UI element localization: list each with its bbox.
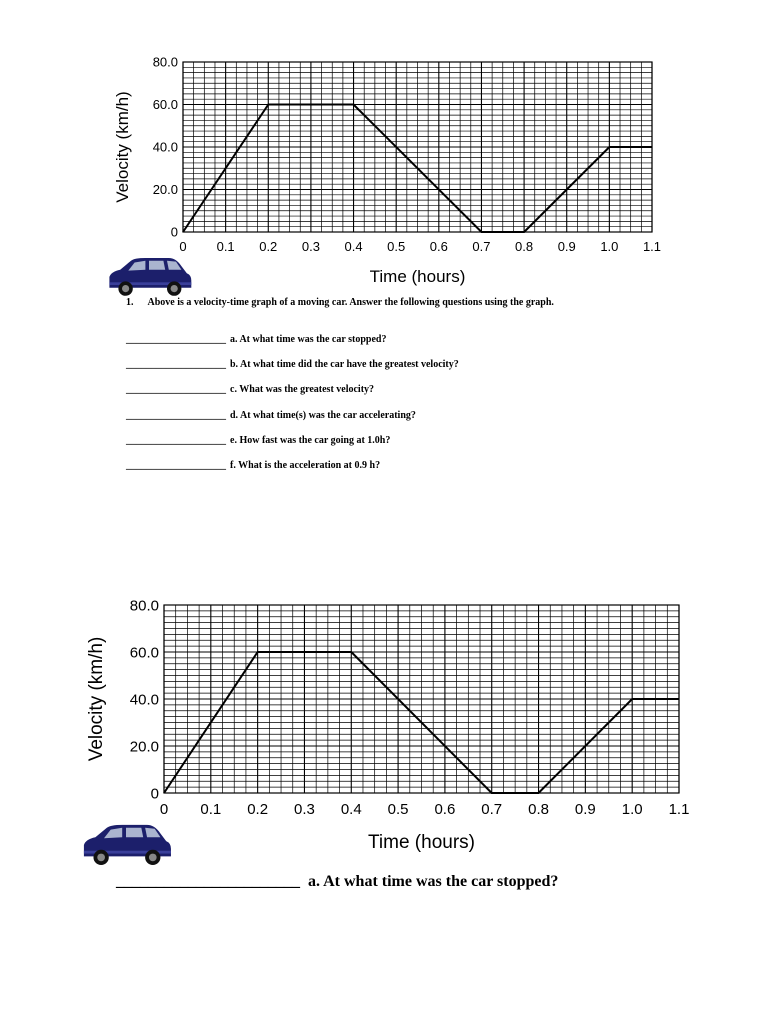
x-tick-label: 0.4 (340, 801, 362, 818)
question-text: a. At what time was the car stopped? (230, 334, 387, 345)
question-number: 1. (126, 297, 134, 308)
question-row (126, 460, 586, 485)
question-text: b. At what time did the car have the greatest velocity? (230, 359, 459, 371)
y-axis-label: Velocity (km/h) (113, 91, 132, 203)
question-text: a. At what time was the car stopped? (308, 873, 559, 890)
answer-blank[interactable]: ____________________ (126, 334, 226, 345)
y-tick-label: 0 (170, 224, 178, 240)
x-tick-label: 0.1 (216, 239, 235, 254)
question-list (126, 334, 586, 485)
x-tick-label: 1.0 (600, 239, 619, 254)
question-row (126, 334, 586, 359)
x-tick-label: 1.0 (621, 801, 643, 818)
question-text: c. What was the greatest velocity? (230, 384, 375, 396)
x-tick-label: 1.1 (642, 239, 662, 254)
x-tick-label: 0.3 (301, 239, 320, 254)
answer-blank[interactable]: ____________________ (126, 459, 226, 471)
y-tick-label: 60.0 (152, 97, 178, 113)
x-tick-label: 1.1 (668, 801, 690, 818)
x-tick-label: 0 (159, 801, 169, 818)
y-tick-label: 0 (150, 785, 159, 803)
question-row (126, 359, 586, 384)
question-row (126, 435, 586, 460)
x-axis-label: Time (hours) (369, 267, 466, 286)
y-axis-label: Velocity (km/h) (86, 636, 107, 762)
car-icon (104, 255, 194, 297)
x-tick-label: 0.7 (481, 801, 503, 818)
x-tick-label: 0.4 (344, 239, 363, 254)
x-tick-label: 0.3 (294, 801, 315, 818)
grid (164, 605, 679, 793)
question-text: d. At what time(s) was the car accelerating? (230, 409, 416, 421)
answer-blank[interactable]: ____________________ (126, 384, 226, 396)
x-tick-label: 0.2 (259, 239, 278, 254)
y-tick-label: 40.0 (129, 691, 159, 709)
x-tick-label: 0.6 (434, 801, 456, 818)
car-icon (78, 822, 174, 866)
x-tick-label: 0.1 (200, 801, 222, 818)
x-tick-label: 0.5 (387, 239, 406, 254)
x-tick-label: 0.7 (472, 239, 491, 254)
y-tick-label: 40.0 (152, 139, 178, 155)
answer-blank[interactable]: ____________________ (126, 359, 226, 371)
x-tick-label: 0.6 (429, 239, 448, 254)
answer-blank[interactable]: ____________________ (126, 434, 226, 446)
x-tick-label: 0.9 (557, 239, 576, 254)
y-tick-label: 60.0 (129, 644, 159, 662)
question-row (126, 410, 586, 435)
x-tick-label: 0.8 (528, 801, 549, 818)
y-tick-label: 20.0 (152, 182, 178, 198)
x-tick-label: 0.9 (574, 801, 596, 818)
question-intro (126, 296, 566, 309)
x-tick-label: 0 (179, 239, 187, 254)
grid (183, 62, 652, 232)
question-text: f. What is the acceleration at 0.9 h? (230, 459, 381, 471)
question-text: e. How fast was the car going at 1.0h? (230, 434, 391, 446)
x-tick-label: 0.5 (387, 801, 409, 818)
answer-blank[interactable]: _______________________ (116, 873, 300, 890)
answer-blank[interactable]: ____________________ (126, 409, 226, 421)
x-tick-label: 0.8 (515, 239, 534, 254)
y-tick-label: 80.0 (152, 54, 178, 70)
x-axis-label: Time (hours) (368, 832, 475, 853)
y-tick-label: 80.0 (129, 597, 159, 615)
question-intro-text: Above is a velocity-time graph of a moving car. Answer the following questions using the graph. (147, 297, 554, 308)
big-question (116, 873, 558, 891)
x-tick-label: 0.2 (247, 801, 269, 818)
question-row (126, 384, 586, 409)
y-tick-label: 20.0 (129, 738, 159, 756)
